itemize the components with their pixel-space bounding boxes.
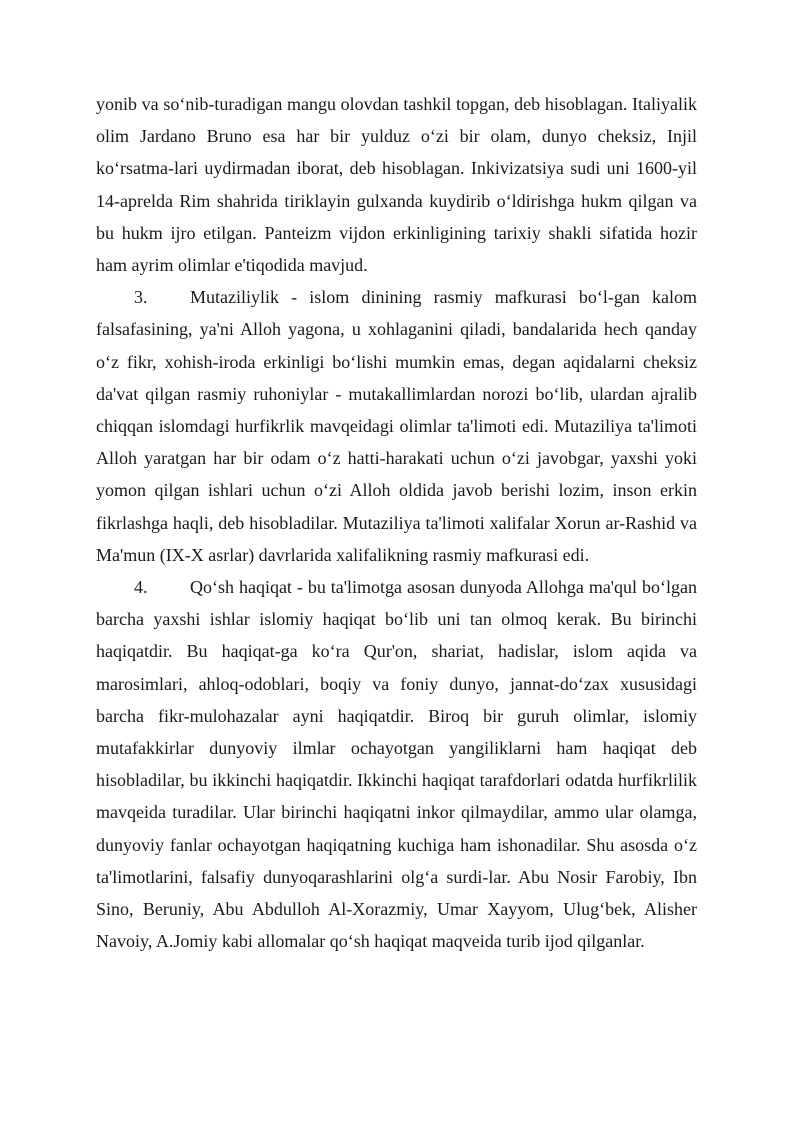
paragraph-number: 3.: [134, 287, 148, 308]
paragraph-number: 4.: [134, 577, 148, 598]
paragraph-mutaziliylik: [96, 281, 697, 571]
paragraph-text: yonib va so‘nib-turadigan mangu olovdan tashkil topgan, deb hisoblagan. Italiyalik olim Jardano Bruno esa har bir yulduz o‘zi bir olam, dunyo cheksiz, Injil ko‘rsatma-lari uydirmadan iborat, deb hisoblagan. Inkivizatsiya sudi uni 1600-yil 14-aprelda Rim shahrida tiriklayin gulxanda kuydirib o‘ldirishga hukm qilgan va bu hukm ijro etilgan. Panteizm vijdon erkinligining tarixiy shakli sifatida hozir ham ayrim olimlar e'tiqodida mavjud.: [96, 94, 697, 276]
paragraph-qosh-haqiqat: [96, 571, 697, 957]
document-body: [96, 88, 697, 957]
paragraph-text: Mutaziliylik - islom dinining rasmiy mafkurasi bo‘l-gan kalom falsafasining, ya'ni Alloh yagona, u xohlaganini qiladi, bandalarida hech qanday o‘z fikr, xohish-iroda erkinligi bo‘lishi mumkin emas, degan aqidalarni cheksiz da'vat qilgan rasmiy ruhoniylar - mutakallimlardan norozi bo‘lib, ulardan ajralib chiqqan islomdagi hurfikrlik mavqeidagi olimlar ta'limoti edi. Mutaziliya ta'limoti Alloh yaratgan har bir odam o‘z hatti-harakati uchun o‘zi javobgar, yaxshi yoki yomon qilgan ishlari uchun o‘zi Alloh oldida javob berishi lozim, inson erkin fikrlashga haqli, deb hisobladilar. Mutaziliya ta'limoti xalifalar Xorun ar-Rashid va Ma'mun (IX-X asrlar) davrlarida xalifalikning rasmiy mafkurasi edi.: [96, 287, 697, 565]
paragraph-text: Qo‘sh haqiqat - bu ta'limotga asosan dunyoda Allohga ma'qul bo‘lgan barcha yaxshi ishlar islomiy haqiqat bo‘lib uni tan olmoq kerak. Bu birinchi haqiqatdir. Bu haqiqat-ga ko‘ra Qur'on, shariat, hadislar, islom aqida va marosimlari, ahloq-odoblari, boqiy va foniy dunyo, jannat-do‘zax xususidagi barcha fikr-mulohazalar ayni haqiqatdir. Biroq bir guruh olimlar, islomiy mutafakkirlar dunyoviy ilmlar ochayotgan yangiliklarni ham haqiqat deb hisobladilar, bu ikkinchi haqiqatdir. Ikkinchi haqiqat tarafdorlari odatda hurfikrlilik mavqeida turadilar. Ular birinchi haqiqatni inkor qilmaydilar, ammo ular olamga, dunyoviy fanlar ochayotgan haqiqatning kuchiga ham ishonadilar. Shu asosda o‘z ta'limotlarini, falsafiy dunyoqarashlarini olg‘a surdi-lar. Abu Nosir Farobiy, Ibn Sino, Beruniy, Abu Abdulloh Al-Xorazmiy, Umar Xayyom, Ulug‘bek, Alisher Navoiy, A.Jomiy kabi allomalar qo‘sh haqiqat maqveida turib ijod qilganlar.: [96, 577, 697, 952]
paragraph-panteizm-continuation: [96, 88, 697, 281]
